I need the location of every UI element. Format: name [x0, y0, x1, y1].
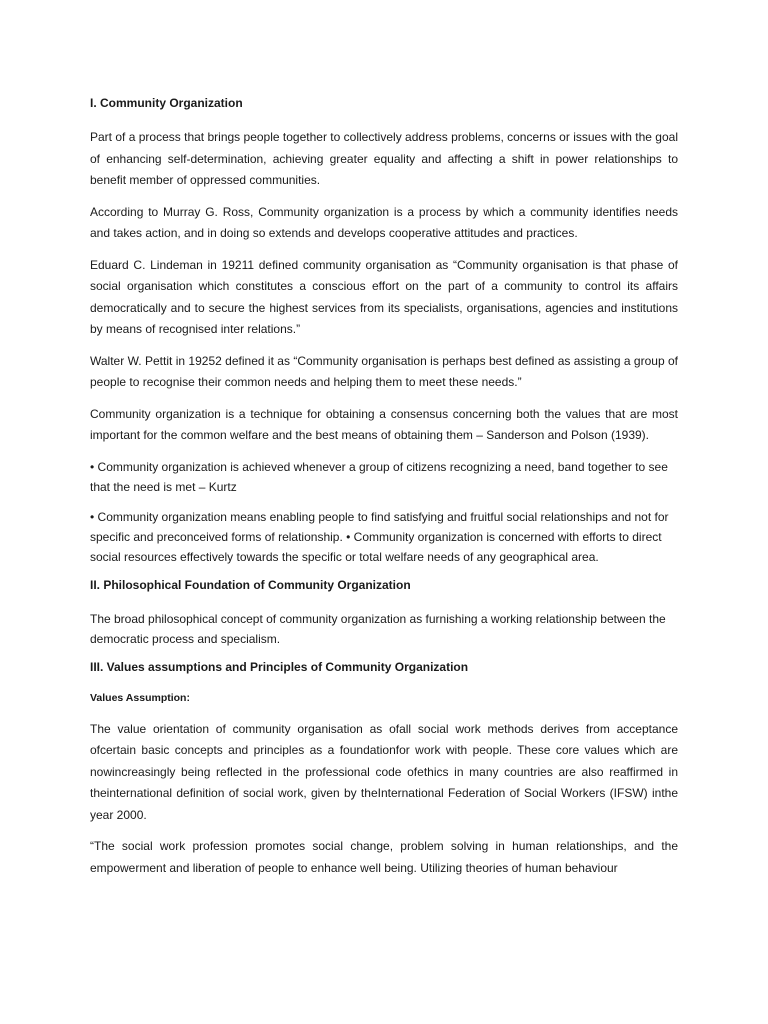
- paragraph-lindeman: Eduard C. Lindeman in 19211 defined community organisation as “Community organisation is that phase of social organisation which constitutes a conscious effort on the part of a community to control its affairs democratically and to secure the highest services from its specialists, organisations, agencies and institutions by means of recognised inter relations.”: [90, 257, 678, 336]
- bullet-paragraph-relationships: • Community organization means enabling people to find satisfying and fruitful social relationships and not for specific and preconceived forms of relationship. • Community organization is concerned with efforts to direct social resources effectively towards the specific or total welfare needs of any geographical area.: [90, 509, 669, 564]
- paragraph-murray-ross: According to Murray G. Ross, Community organization is a process by which a community identifies needs and takes action, and in doing so extends and develops cooperative attitudes and practices.: [90, 204, 678, 240]
- section-heading-philosophical-foundation: II. Philosophical Foundation of Community Organization: [90, 577, 411, 592]
- section-heading-values-principles: III. Values assumptions and Principles of Community Organization: [90, 659, 469, 674]
- section-heading-community-organization: I. Community Organization: [90, 96, 243, 110]
- bullet-paragraph-kurtz: • Community organization is achieved whenever a group of citizens recognizing a need, band together to see that the need is met – Kurtz: [90, 459, 668, 494]
- document-page: [90, 95, 678, 889]
- subheading-values-assumption: Values Assumption:: [90, 691, 190, 704]
- paragraph-sanderson-polson: Community organization is a technique for obtaining a consensus concerning both the values that are most important for the common welfare and the best means of obtaining them – Sanderson and Polson (1939).: [90, 406, 678, 442]
- paragraph-definition: Part of a process that brings people together to collectively address problems, concerns or issues with the goal of enhancing self-determination, achieving greater equality and affecting a shift in power relationships to benefit member of oppressed communities.: [90, 130, 678, 187]
- paragraph-social-work-definition: “The social work profession promotes social change, problem solving in human relationships, and the empowerment and liberation of people to enhance well being. Utilizing theories of human behaviour: [90, 839, 678, 875]
- paragraph-value-orientation: The value orientation of community organisation as ofall social work methods derives from acceptance ofcertain basic concepts and principles as a foundationfor work with people. These core values which are nowincreasingly being reflected in the professional code ofethics in many countries are also reaffirmed in theinternational definition of social work, given by theInternational Federation of Social Workers (IFSW) inthe year 2000.: [90, 721, 678, 822]
- paragraph-philosophical-concept: The broad philosophical concept of community organization as furnishing a working relationship between the democratic process and specialism.: [90, 611, 666, 646]
- paragraph-pettit: Walter W. Pettit in 19252 defined it as “Community organisation is perhaps best defined as assisting a group of people to recognise their common needs and helping them to meet these needs.”: [90, 353, 678, 389]
